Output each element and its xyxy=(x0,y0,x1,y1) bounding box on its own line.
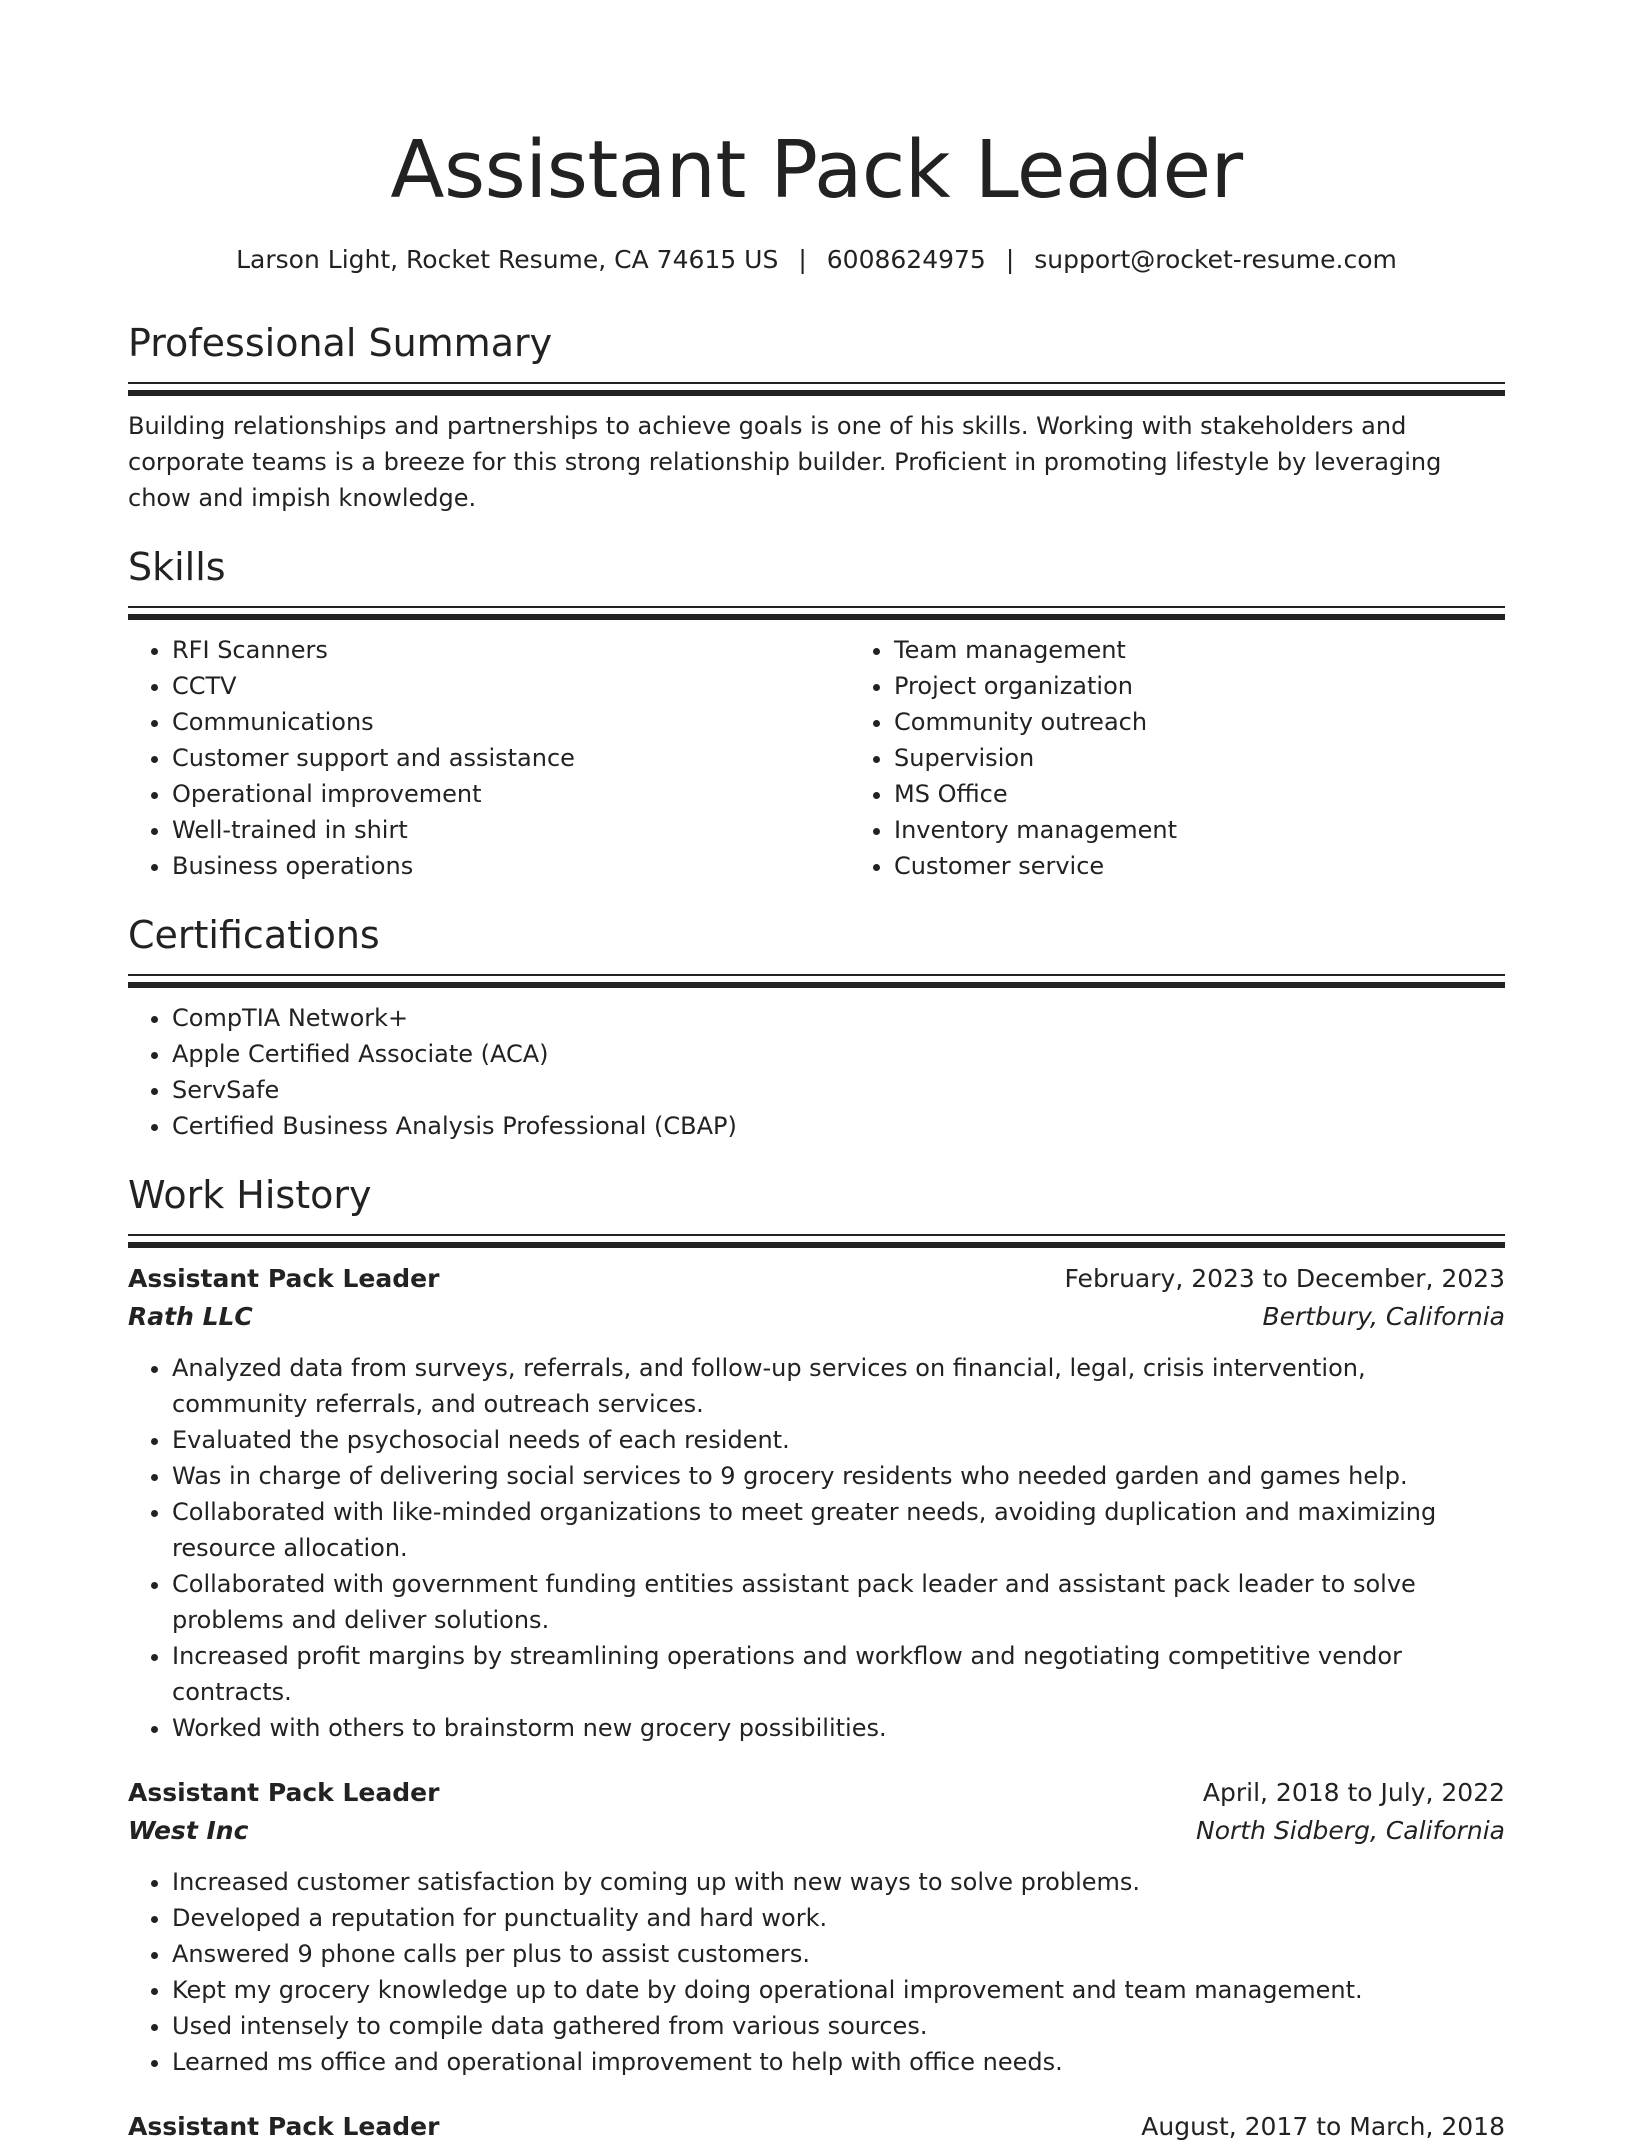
job-location: Bertbury, California xyxy=(1262,1302,1505,1331)
contact-separator: | xyxy=(1005,245,1015,274)
job-entry xyxy=(128,1774,1505,2080)
job-bullet: • Increased profit margins by streamlining operations and workflow and negotiating competitive vendor contracts. xyxy=(172,1638,1505,1710)
skills-section xyxy=(128,542,1505,884)
job-dates: August, 2017 to March, 2018 xyxy=(1141,2112,1505,2141)
section-divider xyxy=(128,606,1505,620)
resume-page xyxy=(128,0,1505,2146)
job-bullet: • Kept my grocery knowledge up to date by doing operational improvement and team management. xyxy=(172,1972,1505,2008)
job-dates: February, 2023 to December, 2023 xyxy=(1064,1264,1505,1293)
section-title-skills: Skills xyxy=(128,545,226,589)
skill-item: • RFI Scanners xyxy=(172,632,850,668)
skill-item: • MS Office xyxy=(894,776,1572,812)
job-bullet: • Increased customer satisfaction by coming up with new ways to solve problems. xyxy=(172,1864,1505,1900)
section-divider xyxy=(128,974,1505,988)
contact-phone: 6008624975 xyxy=(826,245,986,274)
skills-columns xyxy=(128,632,1505,884)
job-company: West Inc xyxy=(128,1816,249,1845)
contact-email: support@rocket-resume.com xyxy=(1034,245,1397,274)
job-bullet: • Used intensely to compile data gathered from various sources. xyxy=(172,2008,1505,2044)
certification-item: • ServSafe xyxy=(172,1072,1505,1108)
section-divider xyxy=(128,1234,1505,1248)
skill-item: • Customer service xyxy=(894,848,1572,884)
certifications-list xyxy=(128,1000,1505,1144)
job-dates: April, 2018 to July, 2022 xyxy=(1202,1778,1505,1807)
summary-text: Building relationships and partnerships to achieve goals is one of his skills. Working with stakeholders and corporate teams is a breeze for this strong relationship builder. Proficient in promoting lifestyle by leveraging chow and impish knowledge. xyxy=(128,412,1442,512)
skill-item: • Well-trained in shirt xyxy=(172,812,850,848)
section-divider xyxy=(128,382,1505,396)
job-bullet: • Answered 9 phone calls per plus to assist customers. xyxy=(172,1936,1505,1972)
job-bullet: • Collaborated with government funding entities assistant pack leader and assistant pack leader to solve problems and deliver solutions. xyxy=(172,1566,1505,1638)
job-bullets xyxy=(128,1864,1505,2080)
section-title-summary: Professional Summary xyxy=(128,321,553,365)
job-entry xyxy=(128,1260,1505,1746)
job-bullet: • Analyzed data from surveys, referrals, and follow-up services on financial, legal, crisis intervention, community referrals, and outreach services. xyxy=(172,1350,1505,1422)
contact-address: Larson Light, Rocket Resume, CA 74615 US xyxy=(236,245,779,274)
certification-item: • CompTIA Network+ xyxy=(172,1000,1505,1036)
skill-item: • CCTV xyxy=(172,668,850,704)
job-entry xyxy=(128,2108,1505,2146)
skills-list-left xyxy=(128,632,850,884)
resume-name: Assistant Pack Leader xyxy=(390,124,1243,216)
job-title: Assistant Pack Leader xyxy=(128,2112,440,2141)
skill-item: • Business operations xyxy=(172,848,850,884)
job-bullet: • Developed a reputation for punctuality and hard work. xyxy=(172,1900,1505,1936)
job-bullets xyxy=(128,1350,1505,1746)
skill-item: • Project organization xyxy=(894,668,1572,704)
skill-item: • Supervision xyxy=(894,740,1572,776)
job-bullet: • Collaborated with like-minded organizations to meet greater needs, avoiding duplication and maximizing resource allocation. xyxy=(172,1494,1505,1566)
section-title-certifications: Certifications xyxy=(128,913,380,957)
job-bullet: • Was in charge of delivering social services to 9 grocery residents who needed garden and games help. xyxy=(172,1458,1505,1494)
skills-list-right xyxy=(850,632,1572,884)
job-bullet: • Learned ms office and operational improvement to help with office needs. xyxy=(172,2044,1505,2080)
skill-item: • Communications xyxy=(172,704,850,740)
certification-item: • Apple Certified Associate (ACA) xyxy=(172,1036,1505,1072)
skill-item: • Customer support and assistance xyxy=(172,740,850,776)
summary-section xyxy=(128,318,1505,516)
certification-item: • Certified Business Analysis Professional (CBAP) xyxy=(172,1108,1505,1144)
certifications-section xyxy=(128,910,1505,1144)
job-bullet: • Worked with others to brainstorm new grocery possibilities. xyxy=(172,1710,1505,1746)
job-company: Rath LLC xyxy=(128,1302,253,1331)
skill-item: • Team management xyxy=(894,632,1572,668)
contact-separator: | xyxy=(798,245,807,274)
job-title: Assistant Pack Leader xyxy=(128,1778,440,1807)
skill-item: • Inventory management xyxy=(894,812,1572,848)
skill-item: • Operational improvement xyxy=(172,776,850,812)
skill-item: • Community outreach xyxy=(894,704,1572,740)
section-title-work: Work History xyxy=(128,1173,372,1217)
job-bullet: • Evaluated the psychosocial needs of each resident. xyxy=(172,1422,1505,1458)
job-title: Assistant Pack Leader xyxy=(128,1264,440,1293)
job-location: North Sidberg, California xyxy=(1196,1816,1505,1845)
work-section xyxy=(128,1170,1505,2146)
contact-line xyxy=(128,244,1505,276)
